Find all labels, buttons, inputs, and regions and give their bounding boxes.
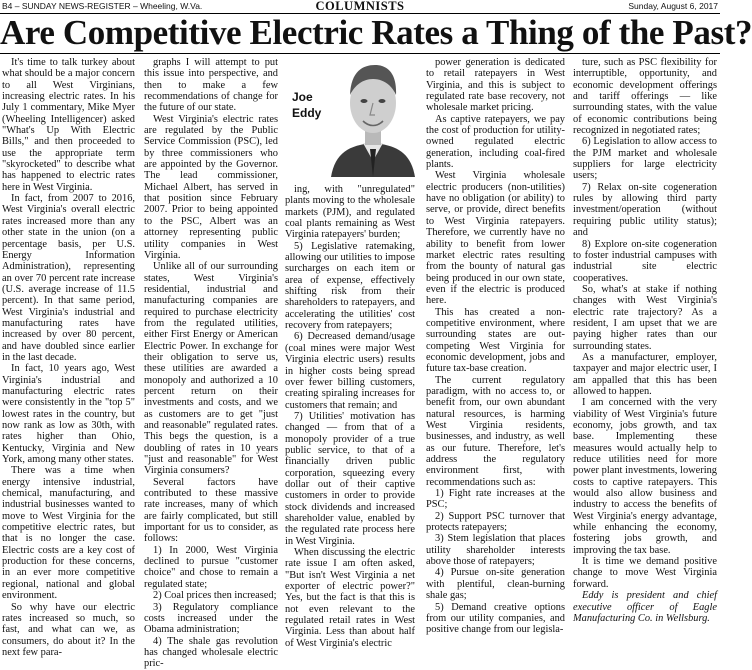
article-column-5 (573, 57, 717, 624)
paragraph: 7) Utilities' motivation has changed — from that of a monopoly provider of a true public service, to that of a financially driven public corporation, squeezing every dollar out of their captive customers in order to provide stock dividends and increased shareholder value, enabled by the regulated rate process here in West Virginia. (285, 410, 415, 547)
paragraph: Unlike all of our surrounding states, West Virginia's residential, industrial and manufacturing companies are required to purchase electricity from the regulated utilities, either First Energy or American Electric Power. In exchange for their obligation to serve us, these utilities are awarded a monopoly and authorized a 10 percent return on their investments and costs, and we as customers are to get "just and reasonable" regulated rates. This begs the question, is a doubling of rates in 10 years "just and reasonable" for West Virginia consumers? (144, 261, 278, 477)
paragraph: 4) The shale gas revolution has changed wholesale electric pric- (144, 635, 278, 670)
paragraph: 8) Explore on-site cogeneration to foster industrial campuses with industrial site electric cooperatives. (573, 238, 717, 284)
paragraph: Several factors have contributed to these massive rate increases, many of which are fairly complicated, but still important for us to consider, as follows: (144, 476, 278, 545)
section-title: COLUMNISTS (315, 0, 405, 13)
paragraph: I am concerned with the very viability of West Virginia's future economy, jobs growth, and tax base. Implementing these measures would actually help to reduce utilities need for more power plant investments, lowering costs to captive ratepayers. This would also allow business and industry to access the benefits of West Virginia's energy advantage, while enhancing the economy, fostering jobs growth, and improving the tax base. (573, 397, 717, 556)
paragraph: 5) Legislative ratemaking, allowing our utilities to impose surcharges on each item or area of expense, effectively shifting risk from their shareholders to ratepayers, and accelerating the utilities' cost recovery from ratepayers; (285, 240, 415, 332)
paragraph: The current regulatory paradigm, with no access to, or benefit from, our own abundant natural resources, is harming West Virginia residents, businesses, and industry, as well as our future. Therefore, let's address the regulatory environment first, with recommendations such as: (426, 374, 565, 488)
paragraph: So, what's at stake if nothing changes with West Virginia's electric rate trajectory? As a resident, I am upset that we are paying higher rates than our surrounding states. (573, 283, 717, 352)
article-column-4 (426, 57, 565, 636)
headline-rule (0, 53, 720, 54)
headline: Are Competitive Electric Rates a Thing of the Past? (0, 13, 752, 52)
paragraph: 7) Relax on-site cogeneration rules by allowing third party investment/operation (without requiring public utility status); and (573, 181, 717, 239)
author-portrait (329, 57, 417, 177)
paragraph: In fact, from 2007 to 2016, West Virginia's overall electric rates increased more than any other state in the union (on a percentage basis, per U.S. Energy Information Administration), representing an over 70 percent rate increase (U.S. average increase of 11.5 percent). In that same period, West Virginia's industrial and manufacturing rates have increased by over 80 percent, and have doubled since earlier in the last decade. (2, 193, 135, 363)
paragraph: It is time we demand positive change to move West Virginia forward. (573, 556, 717, 590)
paragraph: It's time to talk turkey about what should be a major concern to all West Virginians, increasing electric rates. In his July 1 commentary, Mike Myer (Wheeling Intelligencer) asked "What's Up With Electric Bills," and then proceeded to use the appropriate term "skyrocketed" to describe what has happened to electric rates here in West Virginia. (2, 57, 135, 193)
paragraph: 6) Decreased demand/usage (coal mines were major West Virginia electric users) results in higher costs being spread over fewer billing customers, creating spiraling increases for customers that remain; and (285, 331, 415, 411)
paragraph: 2) Coal prices then increased; (153, 590, 277, 602)
article-column-1 (2, 57, 135, 658)
paragraph: As a manufacturer, employer, taxpayer and major electric user, I am appalled that this has been allowed to happen. (573, 351, 717, 397)
paragraph: 3) Regulatory compliance costs increased under the Obama administration; (144, 601, 278, 636)
paragraph: 4) Pursue on-site generation with plentiful, clean-burning shale gas; (426, 567, 565, 602)
paragraph: West Virginia's electric rates are regulated by the Public Service Commission (PSC), led by three commissioners who are appointed by the Governor. The lead commissioner, Michael Albert, has served in that position since February 2007. Prior to being appointed to the PSC, Albert was an attorney representing public utility companies in West Virginia. (144, 113, 278, 261)
paragraph: graphs I will attempt to put this issue into perspective, and then to make a few recommendations of change for the future of our state. (144, 57, 278, 114)
paragraph: West Virginia wholesale electric producers (non-utilities) have no obligation (or ability) to serve, or provide, direct benefits to West Virginia ratepayers. Therefore, we currently have no ability to benefit from lower market electric rates resulting from the bounty of natural gas being produced in our own state, even if the electric is produced here. (426, 170, 565, 307)
paragraph: When discussing the electric rate issue I am often asked, "But isn't West Virginia a net exporter of electric power?" Yes, but the fact is that this is not even relevant to the regulated retail rates in West Virginia. Less than about half of West Virginia's electric (285, 547, 415, 649)
paragraph: power generation is dedicated to retail ratepayers in West Virginia, and this is subject to regulated rate base recovery, not wholesale market pricing. (426, 57, 565, 114)
author-last-name: Eddy (292, 106, 322, 120)
paragraph: 5) Demand creative options from our utility companies, and positive change from our legisla- (426, 601, 565, 636)
author-photo-box (284, 57, 417, 177)
paragraph: 1) Fight rate increases at the PSC; (426, 488, 565, 511)
article-column-2 (144, 57, 278, 670)
author-signature: Eddy is president and chief executive officer of Eagle Manufacturing Co. in Wellsburg. (573, 590, 717, 624)
paragraph: There was a time when energy intensive industrial, chemical, manufacturing, and industrial businesses wanted to move to West Virginia for the competitive electric rates, but that is no longer the case. Electric costs are a key cost of production for these concerns, in an ever more competitive regional, national and global environment. (2, 465, 135, 602)
page-folio: B4 – SUNDAY NEWS-REGISTER – Wheeling, W.Va. (2, 1, 203, 11)
article-column-3 (285, 184, 415, 649)
paragraph: 1) In 2000, West Virginia declined to pursue "customer choice" and chose to remain a regulated state; (144, 544, 278, 590)
issue-date: Sunday, August 6, 2017 (628, 1, 718, 11)
paragraph: 2) Support PSC turnover that protects ratepayers; (426, 510, 565, 534)
paragraph: So why have our electric rates increased so much, so fast, and what can we, as consumers, do about it? In the next few para- (2, 601, 135, 658)
paragraph: ing, with "unregulated" plants moving to the wholesale markets (PJM), and regulated coal plants remaining as West Virginia ratepayers' burden; (285, 184, 415, 241)
author-name (292, 89, 321, 121)
paragraph: In fact, 10 years ago, West Virginia's industrial and manufacturing electric rates were consistently in the "top 5" lowest rates in the country, but now rank as low as 30th, with rates higher than Ohio, Kentucky, Virginia and New York, among many other states. (2, 363, 135, 466)
author-first-name: Joe (292, 90, 313, 104)
paragraph: This has created a non-competitive environment, where surrounding states are out-competing West Virginia for economic development, jobs and future tax-base creation. (426, 306, 565, 375)
page-header (0, 0, 720, 14)
paragraph: 3) Stem legislation that places utility shareholder interests above those of ratepayers; (426, 533, 565, 568)
paragraph: As captive ratepayers, we pay the cost of production for utility-owned regulated electric generation, including coal-fired plants. (426, 113, 565, 171)
paragraph: 6) Legislation to allow access to the PJM market and wholesale suppliers for large electricity users; (573, 136, 717, 182)
paragraph: ture, such as PSC flexibility for interruptible, opportunity, and economic development offerings and tariff offerings — like surrounding states, with the value of economic contributions being recognized in negotiated rates; (573, 57, 717, 137)
